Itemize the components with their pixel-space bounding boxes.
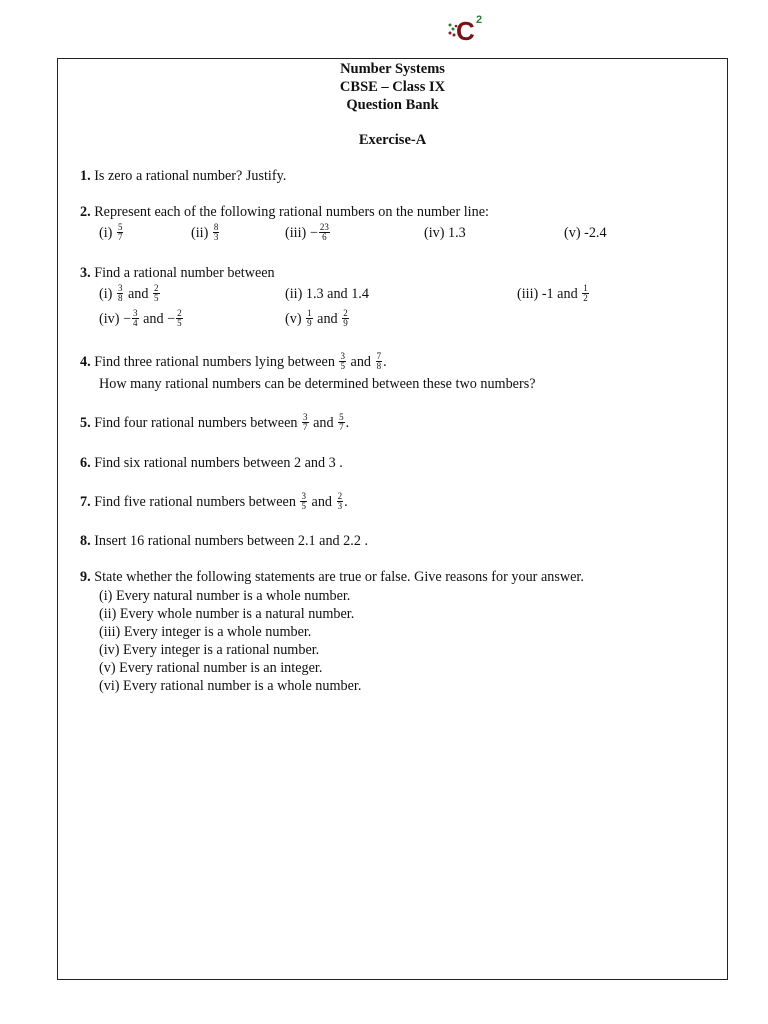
question-5: 5. Find four rational numbers between $\frac{3}{7}$ and $\frac{5}{7}$ . (80, 412, 350, 433)
q9-statement: (v) Every rational number is an integer. (99, 660, 323, 676)
q2-option-iii: (iii) − $\frac{23}{6}$ (285, 222, 329, 243)
exercise-heading: Exercise-A (358, 132, 427, 148)
question-4: 4. Find three rational numbers lying between $\frac{3}{5}$ and $\frac{7}{8}$ . (80, 351, 387, 372)
q9-statement: (vi) Every rational number is a whole number. (99, 678, 362, 694)
question-2: 2. Represent each of the following rational numbers on the number line: (80, 204, 489, 220)
q2-option-iv: (iv) 1.3 (424, 225, 466, 241)
logo-letter: C (456, 16, 475, 43)
subtitle-bank: Question Bank (346, 97, 439, 113)
question-4-line-2: How many rational numbers can be determined between these two numbers? (99, 376, 536, 392)
question-7: 7. Find five rational numbers between $\frac{3}{5}$ and $\frac{2}{3}$ . (80, 491, 348, 512)
question-1: 1. Is zero a rational number? Justify. (80, 168, 287, 184)
q3-option-iii: (iii) -1 and $\frac{1}{2}$ (517, 283, 588, 304)
q9-statement: (ii) Every whole number is a natural number. (99, 606, 355, 622)
q9-statement: (i) Every natural number is a whole number. (99, 588, 351, 604)
q3-option-iv: (iv) − $\frac{3}{4}$ and − $\frac{2}{5}$ (99, 308, 182, 329)
c2-logo (447, 13, 487, 43)
title: Number Systems (340, 61, 445, 77)
question-9: 9. State whether the following statements are true or false. Give reasons for your answer. (80, 569, 584, 585)
question-6: 6. Find six rational numbers between 2 and 3 . (80, 455, 343, 471)
subtitle-class: CBSE – Class IX (339, 79, 446, 95)
question-3: 3. Find a rational number between (80, 265, 275, 281)
q2-option-i: (i) $\frac{5}{7}$ (99, 222, 123, 243)
question-8: 8. Insert 16 rational numbers between 2.1 and 2.2 . (80, 533, 369, 549)
q2-option-v: (v) -2.4 (564, 225, 607, 241)
q9-statement: (iv) Every integer is a rational number. (99, 642, 320, 658)
q3-option-v: (v) $\frac{1}{9}$ and $\frac{2}{9}$ (285, 308, 348, 329)
q2-option-ii: (ii) $\frac{8}{3}$ (191, 222, 219, 243)
q3-option-ii: (ii) 1.3 and 1.4 (285, 286, 369, 302)
logo-superscript: 2 (476, 14, 483, 26)
question-bank-page (57, 58, 728, 980)
q9-statement: (iii) Every integer is a whole number. (99, 624, 312, 640)
q3-option-i: (i) $\frac{3}{8}$ and $\frac{2}{5}$ (99, 283, 159, 304)
